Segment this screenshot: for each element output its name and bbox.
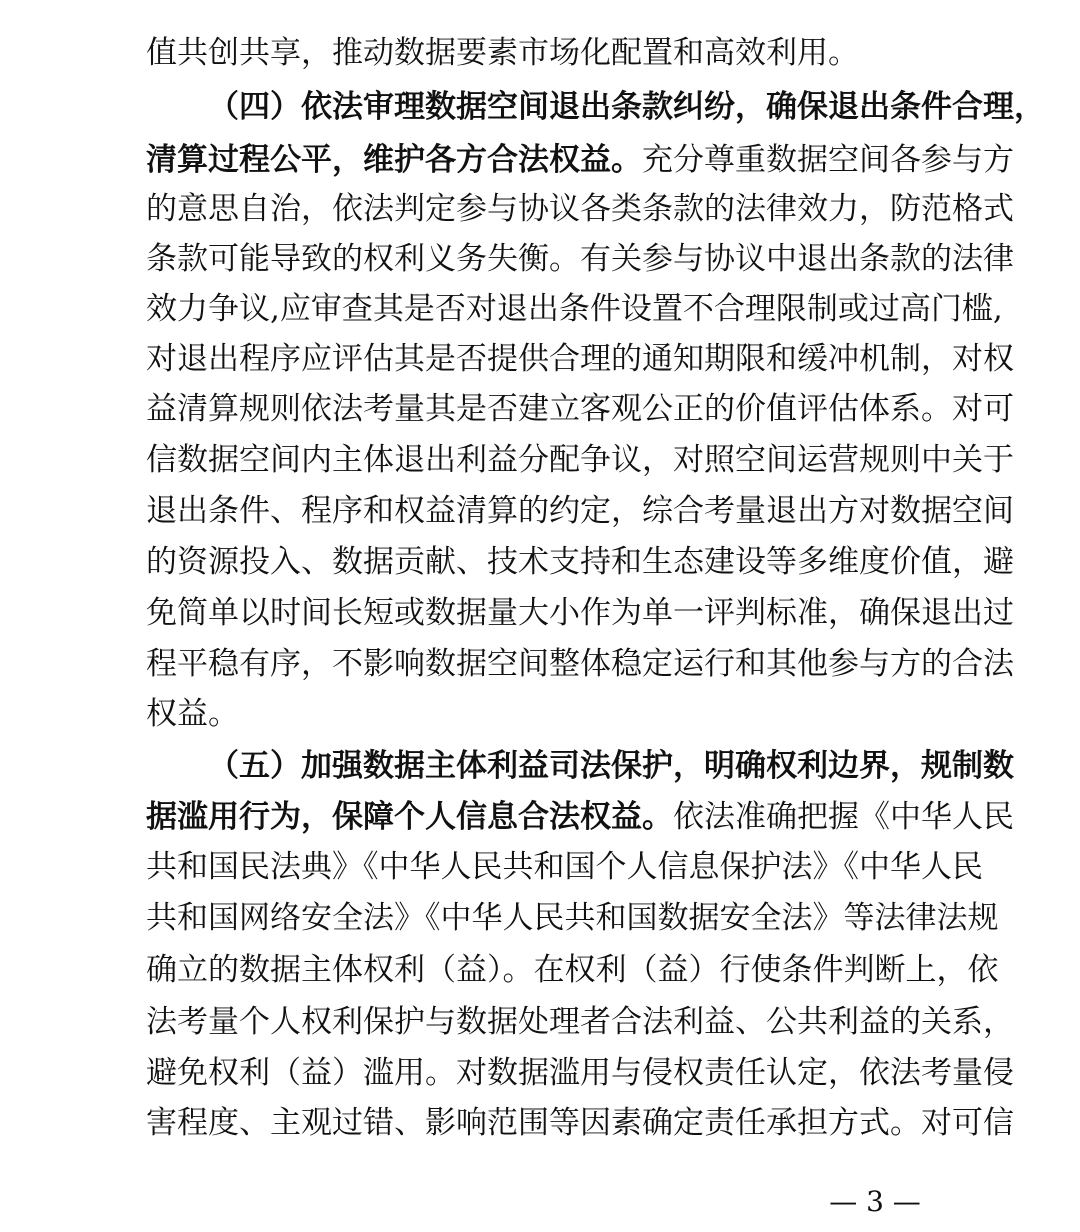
text-line: 的意思自治，依法判定参与协议各类条款的法律效力，防范格式 [146, 191, 1014, 227]
text-line: 条款可能导致的权利义务失衡。有关参与协议中退出条款的法律 [146, 241, 1014, 277]
text-line: 程平稳有序，不影响数据空间整体稳定运行和其他参与方的合法 [146, 646, 1014, 682]
section-5-heading-continued: 据滥用行为，保障个人信息合法权益。 [146, 799, 673, 835]
text-line: 确立的数据主体权利（益）。在权利（益）行使条件判断上，依 [146, 952, 999, 988]
text-line: 对退出程序应评估其是否提供合理的通知期限和缓冲机制，对权 [146, 341, 1014, 377]
text-line: 共和国网络安全法》《中华人民共和国数据安全法》等法律法规 [146, 900, 999, 936]
section-4-heading-continued: 清算过程公平，维护各方合法权益。 [146, 142, 642, 178]
text-line: 权益。 [146, 696, 239, 732]
text-line: 共和国民法典》《中华人民共和国个人信息保护法》《中华人民 [146, 849, 983, 885]
section-4-text: 充分尊重数据空间各参与方 [642, 142, 1014, 178]
text-line: 效力争议,应审查其是否对退出条件设置不合理限制或过高门槛, [146, 291, 1003, 327]
section-4-heading: （四）依法审理数据空间退出条款纠纷，确保退出条件合理， [208, 89, 1045, 125]
section-5-heading: （五）加强数据主体利益司法保护，明确权利边界，规制数 [208, 748, 1014, 784]
text-line: 避免权利（益）滥用。对数据滥用与侵权责任认定，依法考量侵 [146, 1055, 1014, 1091]
text-line: 法考量个人权利保护与数据处理者合法利益、公共利益的关系， [146, 1004, 1014, 1040]
text-line: 害程度、主观过错、影响范围等因素确定责任承担方式。对可信 [146, 1105, 1014, 1141]
text-line: 免简单以时间长短或数据量大小作为单一评判标准，确保退出过 [146, 595, 1014, 631]
text-line [146, 792, 1014, 842]
text-line: 值共创共享，推动数据要素市场化配置和高效利用。 [146, 35, 859, 71]
text-line: 益清算规则依法考量其是否建立客观公正的价值评估体系。对可 [146, 391, 1014, 427]
text-line [146, 135, 1014, 185]
page-number: — 3 — [829, 1185, 921, 1218]
text-line: 退出条件、程序和权益清算的约定，综合考量退出方对数据空间 [146, 493, 1014, 529]
section-5-text: 依法准确把握《中华人民 [673, 799, 1014, 835]
text-line: 的资源投入、数据贡献、技术支持和生态建设等多维度价值，避 [146, 544, 1014, 580]
text-line: 信数据空间内主体退出利益分配争议，对照空间运营规则中关于 [146, 442, 1014, 478]
